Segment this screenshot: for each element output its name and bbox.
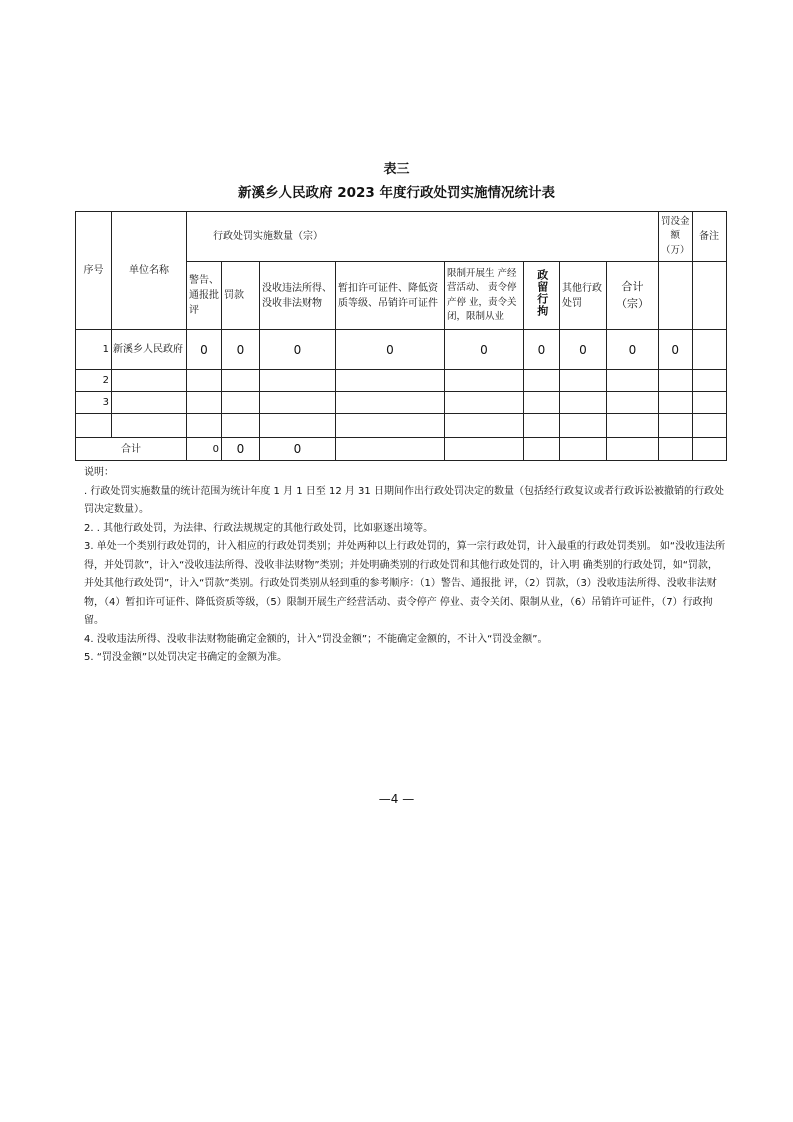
- row-unit: [112, 370, 187, 392]
- table-row-blank: [76, 414, 727, 438]
- table-row: [76, 330, 727, 370]
- table-cell: [607, 370, 659, 392]
- note-item: 4. 没收违法所得、没收非法财物能确定金额的，计入“罚没金额”；不能确定金额的，不计入“罚没金额”。: [84, 633, 548, 645]
- header-cat-warning: 警告、通报批评: [187, 262, 222, 330]
- table-cell: 0: [659, 330, 693, 370]
- table-cell: [222, 392, 260, 414]
- table-cell: [260, 370, 336, 392]
- note-item: 2. . 其他行政处罚，为法律、行政法规规定的其他行政处罚，比如驱逐出境等。: [84, 522, 434, 534]
- header-cat-detention: 政留行拘: [524, 262, 560, 330]
- table-cell: [524, 370, 560, 392]
- notes-section: [84, 464, 726, 668]
- total-cell: 0: [187, 438, 222, 461]
- note-item: 5. “罚没金额”以处罚决定书确定的金额为准。: [84, 652, 288, 663]
- table-cell: 0: [524, 330, 560, 370]
- document-title: 新溪乡人民政府 2023 年度行政处罚实施情况统计表: [238, 185, 555, 201]
- table-cell: 0: [445, 330, 524, 370]
- table-cell: [222, 370, 260, 392]
- table-cell: [187, 392, 222, 414]
- total-cell: 0: [222, 438, 260, 461]
- note-item: 3. 单处一个类别行政处罚的，计入相应的行政处罚类别；并处两种以上行政处罚的，算一宗行政处罚，计入最重的行政处罚类别。 如“没收违法所得，并处罚款”，计入“没收违法所得、没收非法财物”类别；并处明确类别的行政处罚和其他行政处罚的，计入明 确类别的行政处罚，如“罚款，并处其他行政处罚”，计入“罚款”类别。行政处罚类别从轻到重的参考顺序：（1）警告、通报批 评，（2）罚款，（3）没收违法所得、没收非法财物，（4）暂扣许可证件、降低资质等级，（5）限制开展生产经营活动、责令停产 停业、责令关闭、限制从业，（6）吊销许可证件，（7）行政拘留。: [84, 541, 726, 626]
- row-seq: 1: [76, 330, 112, 370]
- table-cell: 0: [260, 330, 336, 370]
- table-cell: 0: [336, 330, 445, 370]
- header-amount: 罚没金 额（万）: [659, 212, 693, 262]
- note-item: . 行政处罚实施数量的统计范围为统计年度 1 月 1 日至 12 月 31 日期间作出行政处罚决定的数量（包括经行政复议或者行政诉讼被撤销的行政处罚决定数量）。: [84, 485, 724, 515]
- table-cell: [445, 370, 524, 392]
- table-cell: [260, 392, 336, 414]
- row-seq: 3: [76, 392, 112, 414]
- total-cell: 0: [260, 438, 336, 461]
- header-cat-total: 合计（宗）: [607, 262, 659, 330]
- header-cat-restriction: 限制开展生 产经营活动、 责令停产停 业，责令关闭，限制从业: [445, 262, 524, 330]
- table-cell: [560, 370, 607, 392]
- header-cat-license: 暂扣许可证件、降低资质等级、吊销许可证件: [336, 262, 445, 330]
- row-unit: 新溪乡人民政府: [112, 330, 187, 370]
- table-cell: 0: [560, 330, 607, 370]
- notes-heading: 说明：: [84, 467, 114, 478]
- header-count-group: 行政处罚实施数量（宗）: [187, 212, 659, 262]
- table-cell: [659, 370, 693, 392]
- header-cat-other: 其他行政处罚: [560, 262, 607, 330]
- row-seq: 2: [76, 370, 112, 392]
- header-remark: 备注: [692, 212, 726, 262]
- table-cell: [336, 392, 445, 414]
- statistics-table: [75, 211, 727, 461]
- header-cat-confiscation: 没收违法所得、没收非法财物: [260, 262, 336, 330]
- document-label: 表三: [383, 162, 410, 177]
- table-cell: [560, 392, 607, 414]
- header-seq: 序号: [76, 212, 112, 330]
- row-unit: [112, 392, 187, 414]
- header-cat-fine: 罚款: [222, 262, 260, 330]
- table-cell: [524, 392, 560, 414]
- table-cell: [336, 370, 445, 392]
- table-cell: [445, 392, 524, 414]
- total-label: 合计: [76, 438, 187, 461]
- table-cell: [607, 392, 659, 414]
- page-number: —4 —: [378, 792, 415, 806]
- total-row: [76, 438, 727, 461]
- header-unit-name: 单位名称: [112, 212, 187, 330]
- table-cell: 0: [222, 330, 260, 370]
- table-row: [76, 370, 727, 392]
- table-cell: [659, 392, 693, 414]
- table-row: [76, 392, 727, 414]
- table-cell: [187, 370, 222, 392]
- table-cell: 0: [607, 330, 659, 370]
- table-cell: 0: [187, 330, 222, 370]
